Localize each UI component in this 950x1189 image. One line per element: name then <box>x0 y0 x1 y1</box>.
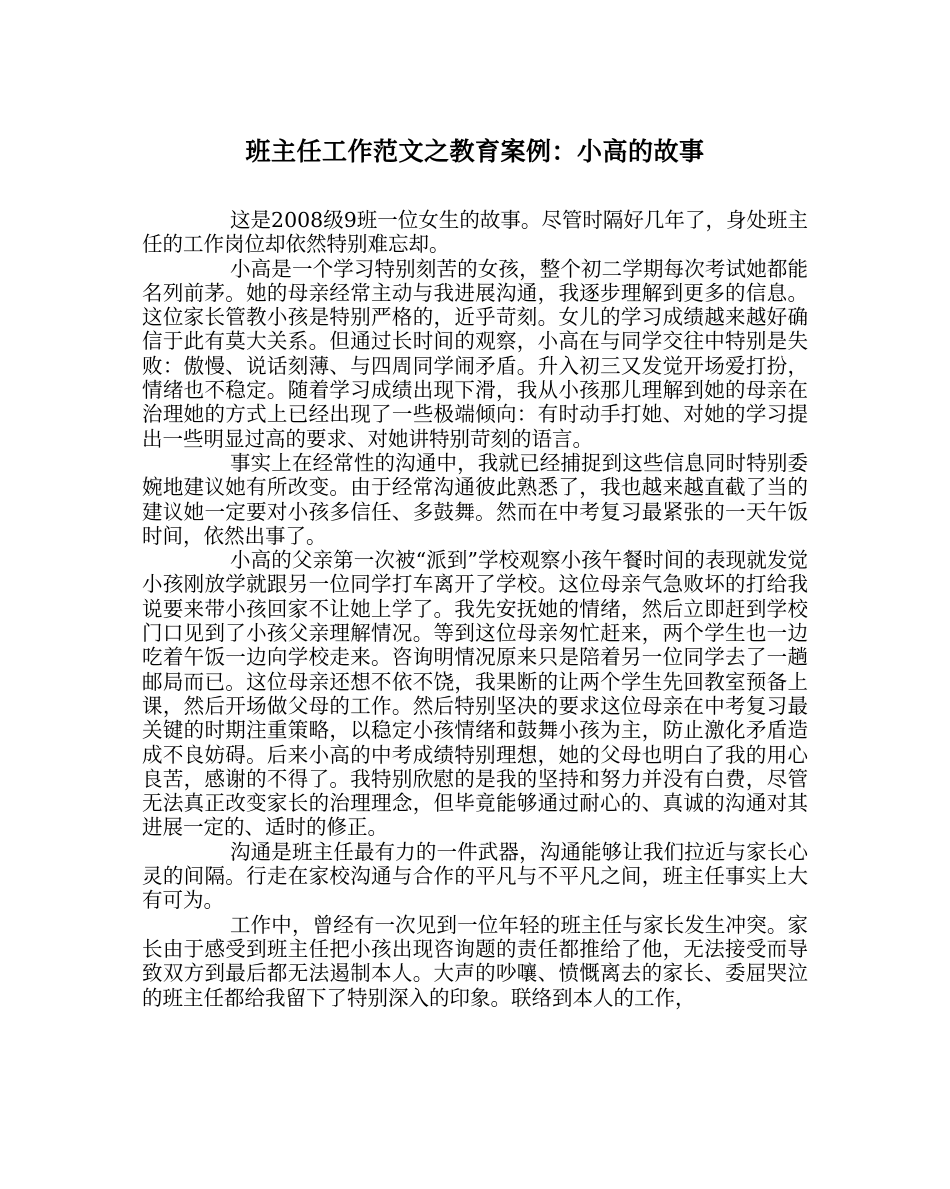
paragraph-5: 沟通是班主任最有力的一件武器，沟通能够让我们拉近与家长心灵的间隔。行走在家校沟通与合作的平凡与不平凡之间，班主任事实上大有可为。 <box>142 839 808 913</box>
document-body <box>142 208 808 1010</box>
document-title: 班主任工作范文之教育案例：小高的故事 <box>245 137 705 166</box>
paragraph-6: 工作中，曾经有一次见到一位年轻的班主任与家长发生冲突。家长由于感受到班主任把小孩出现咨询题的责任都推给了他，无法接受而导致双方到最后都无法遏制本人。大声的吵嚷、愤慨离去的家长、委屈哭泣的班主任都给我留下了特别深入的印象。联络到本人的工作， <box>142 912 808 1010</box>
paragraph-4: 小高的父亲第一次被“派到”学校观察小孩午餐时间的表现就发觉小孩刚放学就跟另一位同学打车离开了学校。这位母亲气急败坏的打给我说要来带小孩回家不让她上学了。我先安抚她的情绪，然后立即赶到学校门口见到了小孩父亲理解情况。等到这位母亲匆忙赶来，两个学生也一边吃着午饭一边向学校走来。咨询明情况原来只是陪着另一位同学去了一趟邮局而已。这位母亲还想不依不饶，我果断的让两个学生先回教室预备上课，然后开场做父母的工作。然后特别坚决的要求这位母亲在中考复习最关键的时期注重策略，以稳定小孩情绪和鼓舞小孩为主，防止激化矛盾造成不良妨碍。后来小高的中考成绩特别理想，她的父母也明白了我的用心良苦，感谢的不得了。我特别欣慰的是我的坚持和努力并没有白费，尽管无法真正改变家长的治理理念，但毕竟能够通过耐心的、真诚的沟通对其进展一定的、适时的修正。 <box>142 548 808 840</box>
paragraph-3: 事实上在经常性的沟通中，我就已经捕捉到这些信息同时特别委婉地建议她有所改变。由于经常沟通彼此熟悉了，我也越来越直截了当的建议她一定要对小孩多信任、多鼓舞。然而在中考复习最紧张的一天午饭时间，依然出事了。 <box>142 450 808 548</box>
paragraph-1: 这是2008级9班一位女生的故事。尽管时隔好几年了，身处班主任的工作岗位却依然特别难忘却。 <box>142 208 808 257</box>
paragraph-2: 小高是一个学习特别刻苦的女孩，整个初二学期每次考试她都能名列前茅。她的母亲经常主动与我进展沟通，我逐步理解到更多的信息。这位家长管教小孩是特别严格的，近乎苛刻。女儿的学习成绩越来越好确信于此有莫大关系。但通过长时间的观察，小高在与同学交往中特别是失败：傲慢、说话刻薄、与四周同学闹矛盾。升入初三又发觉开场爱打扮，情绪也不稳定。随着学习成绩出现下滑，我从小孩那儿理解到她的母亲在治理她的方式上已经出现了一些极端倾向：有时动手打她、对她的学习提出一些明显过高的要求、对她讲特别苛刻的语言。 <box>142 256 808 451</box>
